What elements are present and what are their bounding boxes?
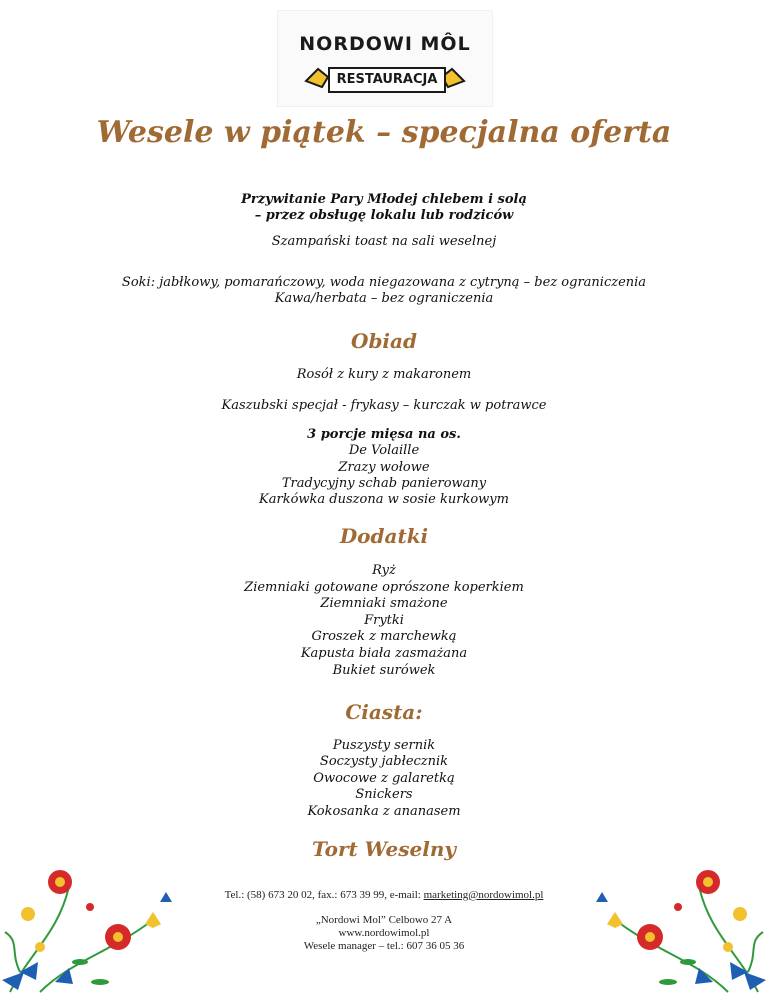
logo-subtitle: RESTAURACJA: [328, 67, 446, 93]
greeting-line-2: – przez obsługę lokalu lub rodziców: [254, 208, 514, 223]
toast-line: Szampański toast na sali weselnej: [271, 234, 497, 249]
section-heading-ciasta: Ciasta:: [345, 700, 423, 724]
contact-text: Tel.: (58) 673 20 02, fax.: 673 39 99, e-mail:: [224, 889, 424, 901]
list-item: Zrazy wołowe: [338, 460, 430, 475]
address-line: „Nordowi Mol” Celbowo 27 A: [315, 914, 453, 926]
list-item: Puszysty sernik: [332, 738, 436, 753]
page-title: Wesele w piątek – specjalna oferta: [96, 115, 672, 150]
right-floral-ornament-icon: [578, 852, 768, 994]
list-item: Snickers: [355, 787, 413, 802]
logo-name: NORDOWI MÔL: [299, 33, 471, 55]
list-item: Soczysty jabłecznik: [319, 754, 449, 769]
section-heading-dodatki: Dodatki: [339, 524, 429, 548]
list-item: Groszek z marchewką: [311, 629, 457, 644]
email-link[interactable]: marketing@nordowimol.pl: [423, 889, 544, 901]
list-item: Kokosanka z ananasem: [307, 804, 461, 819]
manager-line: Wesele manager – tel.: 607 36 05 36: [303, 940, 465, 952]
section-heading-obiad: Obiad: [351, 329, 417, 353]
list-item: De Volaille: [348, 443, 420, 458]
list-item: Ziemniaki gotowane oprószone koperkiem: [244, 580, 524, 595]
greeting-line-1: Przywitanie Pary Młodej chlebem i solą: [241, 192, 527, 207]
restaurant-logo: [277, 10, 493, 107]
list-item: Kapusta biała zasmażana: [300, 646, 468, 661]
website-link[interactable]: www.nordowimol.pl: [338, 927, 430, 939]
list-item: Owocowe z galaretką: [313, 771, 455, 786]
meat-header: 3 porcje mięsa na os.: [307, 427, 461, 442]
section-heading-tort: Tort Weselny: [312, 837, 456, 861]
drinks-line-2: Kawa/herbata – bez ograniczenia: [274, 291, 494, 306]
soup-line: Rosół z kury z makaronem: [296, 367, 472, 382]
special-line: Kaszubski specjał - frykasy – kurczak w potrawce: [221, 398, 547, 413]
list-item: Ryż: [372, 563, 396, 578]
list-item: Ziemniaki smażone: [320, 596, 448, 611]
drinks-line-1: Soki: jabłkowy, pomarańczowy, woda niegazowana z cytryną – bez ograniczenia: [121, 275, 647, 290]
list-item: Tradycyjny schab panierowany: [281, 476, 487, 491]
left-floral-ornament-icon: [0, 852, 190, 994]
list-item: Frytki: [364, 613, 404, 628]
list-item: Karkówka duszona w sosie kurkowym: [259, 492, 509, 507]
list-item: Bukiet surówek: [332, 663, 436, 678]
